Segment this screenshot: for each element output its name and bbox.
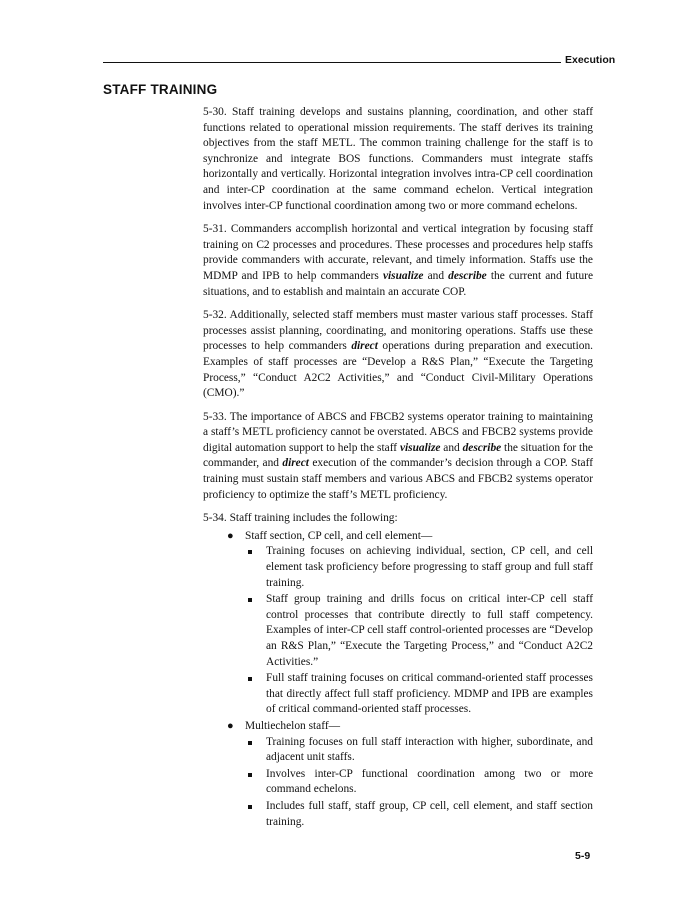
keyword-direct: direct bbox=[351, 340, 378, 353]
bullet-icon: ● bbox=[227, 719, 234, 732]
list-item-label: Multiechelon staff— bbox=[245, 719, 341, 732]
square-bullet-icon bbox=[248, 805, 252, 809]
sub-list-item: Training focuses on achieving individual, section, CP cell, and cell element task proficiency before progressing to staff group and full staff training. bbox=[245, 544, 593, 591]
header-rule bbox=[103, 62, 561, 63]
list-item bbox=[203, 529, 593, 718]
sub-list bbox=[245, 544, 593, 718]
square-bullet-icon bbox=[248, 598, 252, 602]
square-bullet-icon bbox=[248, 677, 252, 681]
body-text bbox=[203, 105, 593, 831]
keyword-visualize: visualize bbox=[382, 269, 424, 282]
paragraph-5-31: 5-31. Commanders accomplish horizontal and vertical integration by focusing staff training on C2 processes and procedures. These processes and procedures help staffs provide commanders with accurate, relevant, and timely information. Staffs use the MDMP and IPB to help commanders visualize and describe the current and future situations, and to establish and maintain an accurate COP. bbox=[203, 223, 594, 298]
paragraph-5-30: 5-30. Staff training develops and sustains planning, coordination, and other staff functions related to operational mission requirements. The staff derives its training objectives from the staff METL. The common training challenge for the staff is to synchronize and integrate BOS functions. Commanders must integrate staffs horizontally and vertically. Horizontal integration involves intra-CP cell coordination and inter-CP coordination at the same command echelon. Vertical integration involves inter-CP functional coordination among two or more command echelons. bbox=[203, 106, 593, 212]
page-number: 5-9 bbox=[575, 850, 591, 862]
sub-list-item: Includes full staff, staff group, CP cell, cell element, and staff section training. bbox=[245, 799, 593, 830]
list-item-label: Staff section, CP cell, and cell element— bbox=[245, 529, 433, 542]
keyword-describe: describe bbox=[462, 441, 502, 454]
running-header: Execution bbox=[565, 54, 616, 66]
list-item bbox=[203, 719, 593, 830]
square-bullet-icon bbox=[248, 773, 252, 777]
bullet-icon: ● bbox=[227, 529, 234, 542]
square-bullet-icon bbox=[248, 741, 252, 745]
paragraph-5-32: 5-32. Additionally, selected staff members must master various staff processes. Staff processes assist planning, coordinating, and monitoring operations. Staffs use these processes to help commanders direct operations during preparation and execution. Examples of staff processes are “Develop a R&S Plan,” “Execute the Targeting Process,” “Conduct A2C2 Activities,” and “Conduct Civil-Military Operations (CMO).” bbox=[203, 309, 593, 400]
paragraph-5-34: 5-34. Staff training includes the following: bbox=[203, 512, 398, 525]
sub-list-item: Involves inter-CP functional coordination among two or more command echelons. bbox=[245, 767, 593, 798]
sub-list-item: Full staff training focuses on critical command-oriented staff processes that directly affect full staff proficiency. MDMP and IPB are examples of critical command-oriented staff processes. bbox=[245, 671, 593, 718]
sub-list-item: Staff group training and drills focus on critical inter-CP cell staff control processes that contribute directly to full staff competency. Examples of inter-CP cell staff control-oriented processes are “Develop an R&S Plan,” “Execute the Targeting Process,” and “Conduct A2C2 Activities.” bbox=[245, 592, 593, 670]
section-title: STAFF TRAINING bbox=[103, 82, 218, 97]
keyword-direct: direct bbox=[282, 457, 309, 470]
training-list bbox=[203, 529, 593, 830]
square-bullet-icon bbox=[248, 550, 252, 554]
sub-list-item: Training focuses on full staff interaction with higher, subordinate, and adjacent unit staffs. bbox=[245, 735, 593, 766]
keyword-visualize: visualize bbox=[399, 441, 441, 454]
keyword-describe: describe bbox=[448, 269, 487, 282]
paragraph-5-33: 5-33. The importance of ABCS and FBCB2 systems operator training to maintaining a staff’s METL proficiency cannot be overstated. ABCS and FBCB2 systems provide digital automation support to help the staff visualize and describe the situation for the commander, and direct execution of the commander’s decision through a COP. Staff training must sustain staff members and various ABCS and FBCB2 systems operator proficiency to optimize the staff’s METL proficiency. bbox=[203, 410, 593, 501]
sub-list bbox=[245, 735, 593, 831]
